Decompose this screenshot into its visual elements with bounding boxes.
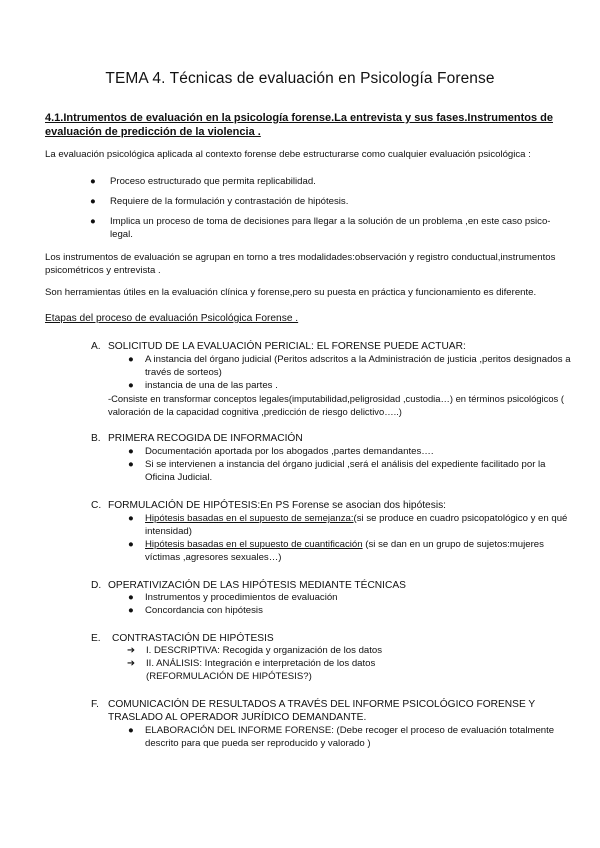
arrow-right-icon: ➔ [127,658,136,669]
stage-item: ➔ I. DESCRIPTIVA: Recogida y organización de los datos [127,645,383,656]
stage-title: OPERATIVIZACIÓN DE LAS HIPÓTESIS MEDIANTE TÉCNICAS [108,580,406,591]
stage-title: COMUNICACIÓN DE RESULTADOS A TRAVÉS DEL INFORME PSICOLÓGICO FORENSE Y TRASLADO AL OPERADOR JURÍDICO DEMANDANTE. [108,699,536,723]
paragraph-tools: Son herramientas útiles en la evaluación clínica y forense,pero su puesta en práctica y funcionamiento es diferente. [45,287,537,298]
page-title: TEMA 4. Técnicas de evaluación en Psicología Forense [105,70,495,87]
stage-item: ● Instrumentos y procedimientos de evaluación [128,592,338,603]
intro-bullet: ● Implica un proceso de toma de decisiones para llegar a la solución de un problema ,en este caso psico-legal. [90,216,551,240]
stage-item: ● Hipótesis basadas en el supuesto de semejanza:(si se produce en cuadro psicopatológico y en qué intensidad) [128,513,568,537]
stage-letter: A. [91,341,101,352]
stage-note: -Consiste en transformar conceptos legales(imputabilidad,peligrosidad ,custodia…) en términos psicológicos ( valoración de la capacidad cognitiva ,predicción de riesgo delictivo…..) [108,393,564,417]
stage-letter: C. [91,500,102,511]
paragraph-modalities: Los instrumentos de evaluación se agrupan en torno a tres modalidades:observación y registro conductual,instrumentos psicométricos y entrevista . [45,252,556,276]
bullet-icon: ● [90,196,96,207]
bullet-icon: ● [128,446,134,457]
bullet-icon: ● [128,605,134,616]
bullet-icon: ● [128,513,134,524]
bullet-icon: ● [128,459,134,470]
stage-item: ● A instancia del órgano judicial (Peritos adscritos a la Administración de justicia ,peritos designados a través de sorteos) [128,354,571,378]
stage-item: ● Si se intervienen a instancia del órgano judicial ,será el análisis del expediente facilitado por la Oficina Judicial. [128,459,546,483]
stage-title: SOLICITUD DE LA EVALUACIÓN PERICIAL: EL FORENSE PUEDE ACTUAR: [108,341,466,352]
section-heading: 4.1.Intrumentos de evaluación en la psicología forense.La entrevista y sus fases.Instrumentos de evaluación de predicción de la violencia . [45,112,553,138]
stage-item: ● instancia de una de las partes . [128,380,278,391]
bullet-icon: ● [128,539,134,550]
stage-item: ● ELABORACIÓN DEL INFORME FORENSE: (Debe recoger el proceso de evaluación totalmente descrito para que pueda ser reproducido y valorado ) [128,725,555,749]
stage-item: ➔ II. ANÁLISIS: Integración e interpretación de los datos (REFORMULACIÓN DE HIPÓTESIS?) [127,658,376,682]
bullet-icon: ● [128,354,134,365]
intro-bullet: ● Requiere de la formulación y contrastación de hipótesis. [90,196,349,207]
stage-letter: F. [91,699,99,710]
arrow-right-icon: ➔ [127,645,136,656]
stage-item: ● Documentación aportada por los abogados ,partes demandantes…. [128,446,434,457]
intro-bullet: ● Proceso estructurado que permita replicabilidad. [90,176,316,187]
stage-item: ● Concordancia con hipótesis [128,605,263,616]
stage-letter: D. [91,580,102,591]
stages-title: Etapas del proceso de evaluación Psicológica Forense . [45,313,299,324]
bullet-icon: ● [128,725,134,736]
stage-letter: E. [91,633,101,644]
stage-item: ● Hipótesis basadas en el supuesto de cuantificación (si se dan en un grupo de sujetos:mujeres víctimas ,agresores sexuales…) [128,539,544,563]
bullet-icon: ● [90,216,96,227]
bullet-icon: ● [90,176,96,187]
bullet-icon: ● [128,380,134,391]
bullet-icon: ● [128,592,134,603]
stage-title: FORMULACIÓN DE HIPÓTESIS:En PS Forense se asocian dos hipótesis: [108,500,447,511]
intro-paragraph: La evaluación psicológica aplicada al contexto forense debe estructurarse como cualquier evaluación psicológica : [45,149,531,160]
stage-title: CONTRASTACIÓN DE HIPÓTESIS [112,633,274,644]
stage-letter: B. [91,433,101,444]
stage-title: PRIMERA RECOGIDA DE INFORMACIÓN [108,433,303,444]
